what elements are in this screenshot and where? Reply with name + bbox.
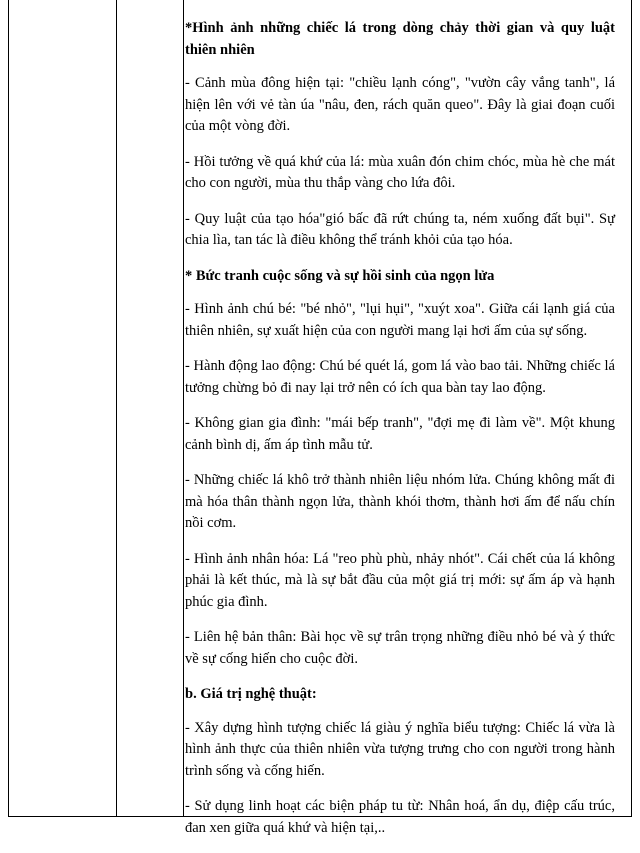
paragraph-past-memory: - Hồi tưởng về quá khứ của lá: mùa xuân đón chim chóc, mùa hè che mát cho con người, mùa thu thắp vàng cho lứa đôi.	[185, 153, 615, 191]
paragraph-dry-leaves-fuel: - Những chiếc lá khô trở thành nhiên liệu nhóm lửa. Chúng không mất đi mà hóa thân thành ngọn lửa, thành khói thơm, thành hơi ấm để nấu chín nồi cơm.	[185, 472, 615, 531]
paragraph-rhetoric: - Sử dụng linh hoạt các biện pháp tu từ: Nhân hoá, ẩn dụ, điệp cấu trúc, đan xen giữa quá khứ và hiện tại,..	[185, 798, 615, 836]
paragraph-family-space: - Không gian gia đình: "mái bếp tranh", "đợi mẹ đi làm về". Một khung cảnh bình dị, ấm áp tình mẫu tử.	[185, 415, 615, 453]
answer-content-cell	[185, 18, 615, 853]
paragraph-personification: - Hình ảnh nhân hóa: Lá "reo phù phù, nhảy nhót". Cái chết của lá không phải là kết thúc, mà là sự bắt đầu của một giá trị mới: sự ấm áp và hạnh phúc gia đình.	[185, 550, 615, 610]
column-divider-1	[116, 0, 117, 816]
paragraph-nature-law: - Quy luật của tạo hóa"gió bấc đã rứt chúng ta, ném xuống đất bụi". Sự chia lìa, tan tác là điều không thể tránh khỏi của tạo hóa.	[185, 210, 615, 248]
paragraph-winter-scene: - Cảnh mùa đông hiện tại: "chiều lạnh cóng", "vườn cây vắng tanh", lá hiện lên với vẻ tàn úa "nâu, đen, rách quăn queo". Đây là giai đoạn cuối của một vòng đời.	[185, 75, 615, 134]
section-heading-leaves-time: *Hình ảnh những chiếc lá trong dòng chảy thời gian và quy luật thiên nhiên	[185, 20, 615, 58]
paragraph-labor: - Hành động lao động: Chú bé quét lá, gom lá vào bao tải. Những chiếc lá tưởng chừng bỏ đi nay lại trở nên có ích qua bàn tay lao động.	[185, 358, 615, 396]
paragraph-little-boy: - Hình ảnh chú bé: "bé nhỏ", "lụi hụi", "xuýt xoa". Giữa cái lạnh giá của thiên nhiên, sự xuất hiện của con người mang lại hơi ấm của sự sống.	[185, 301, 615, 339]
paragraph-self-reflection: - Liên hệ bản thân: Bài học về sự trân trọng những điều nhỏ bé và ý thức về sự cống hiến cho cuộc đời.	[185, 629, 615, 667]
column-divider-2	[183, 0, 184, 816]
section-heading-artistic-value: b. Giá trị nghệ thuật:	[185, 686, 317, 702]
section-heading-life-fire: * Bức tranh cuộc sống và sự hồi sinh của ngọn lửa	[185, 267, 495, 284]
paragraph-symbol-image: - Xây dựng hình tượng chiếc lá giàu ý nghĩa biểu tượng: Chiếc lá vừa là hình ảnh thực của thiên nhiên vừa tượng trưng cho con người trong hành trình sống và cống hiến.	[185, 719, 615, 779]
